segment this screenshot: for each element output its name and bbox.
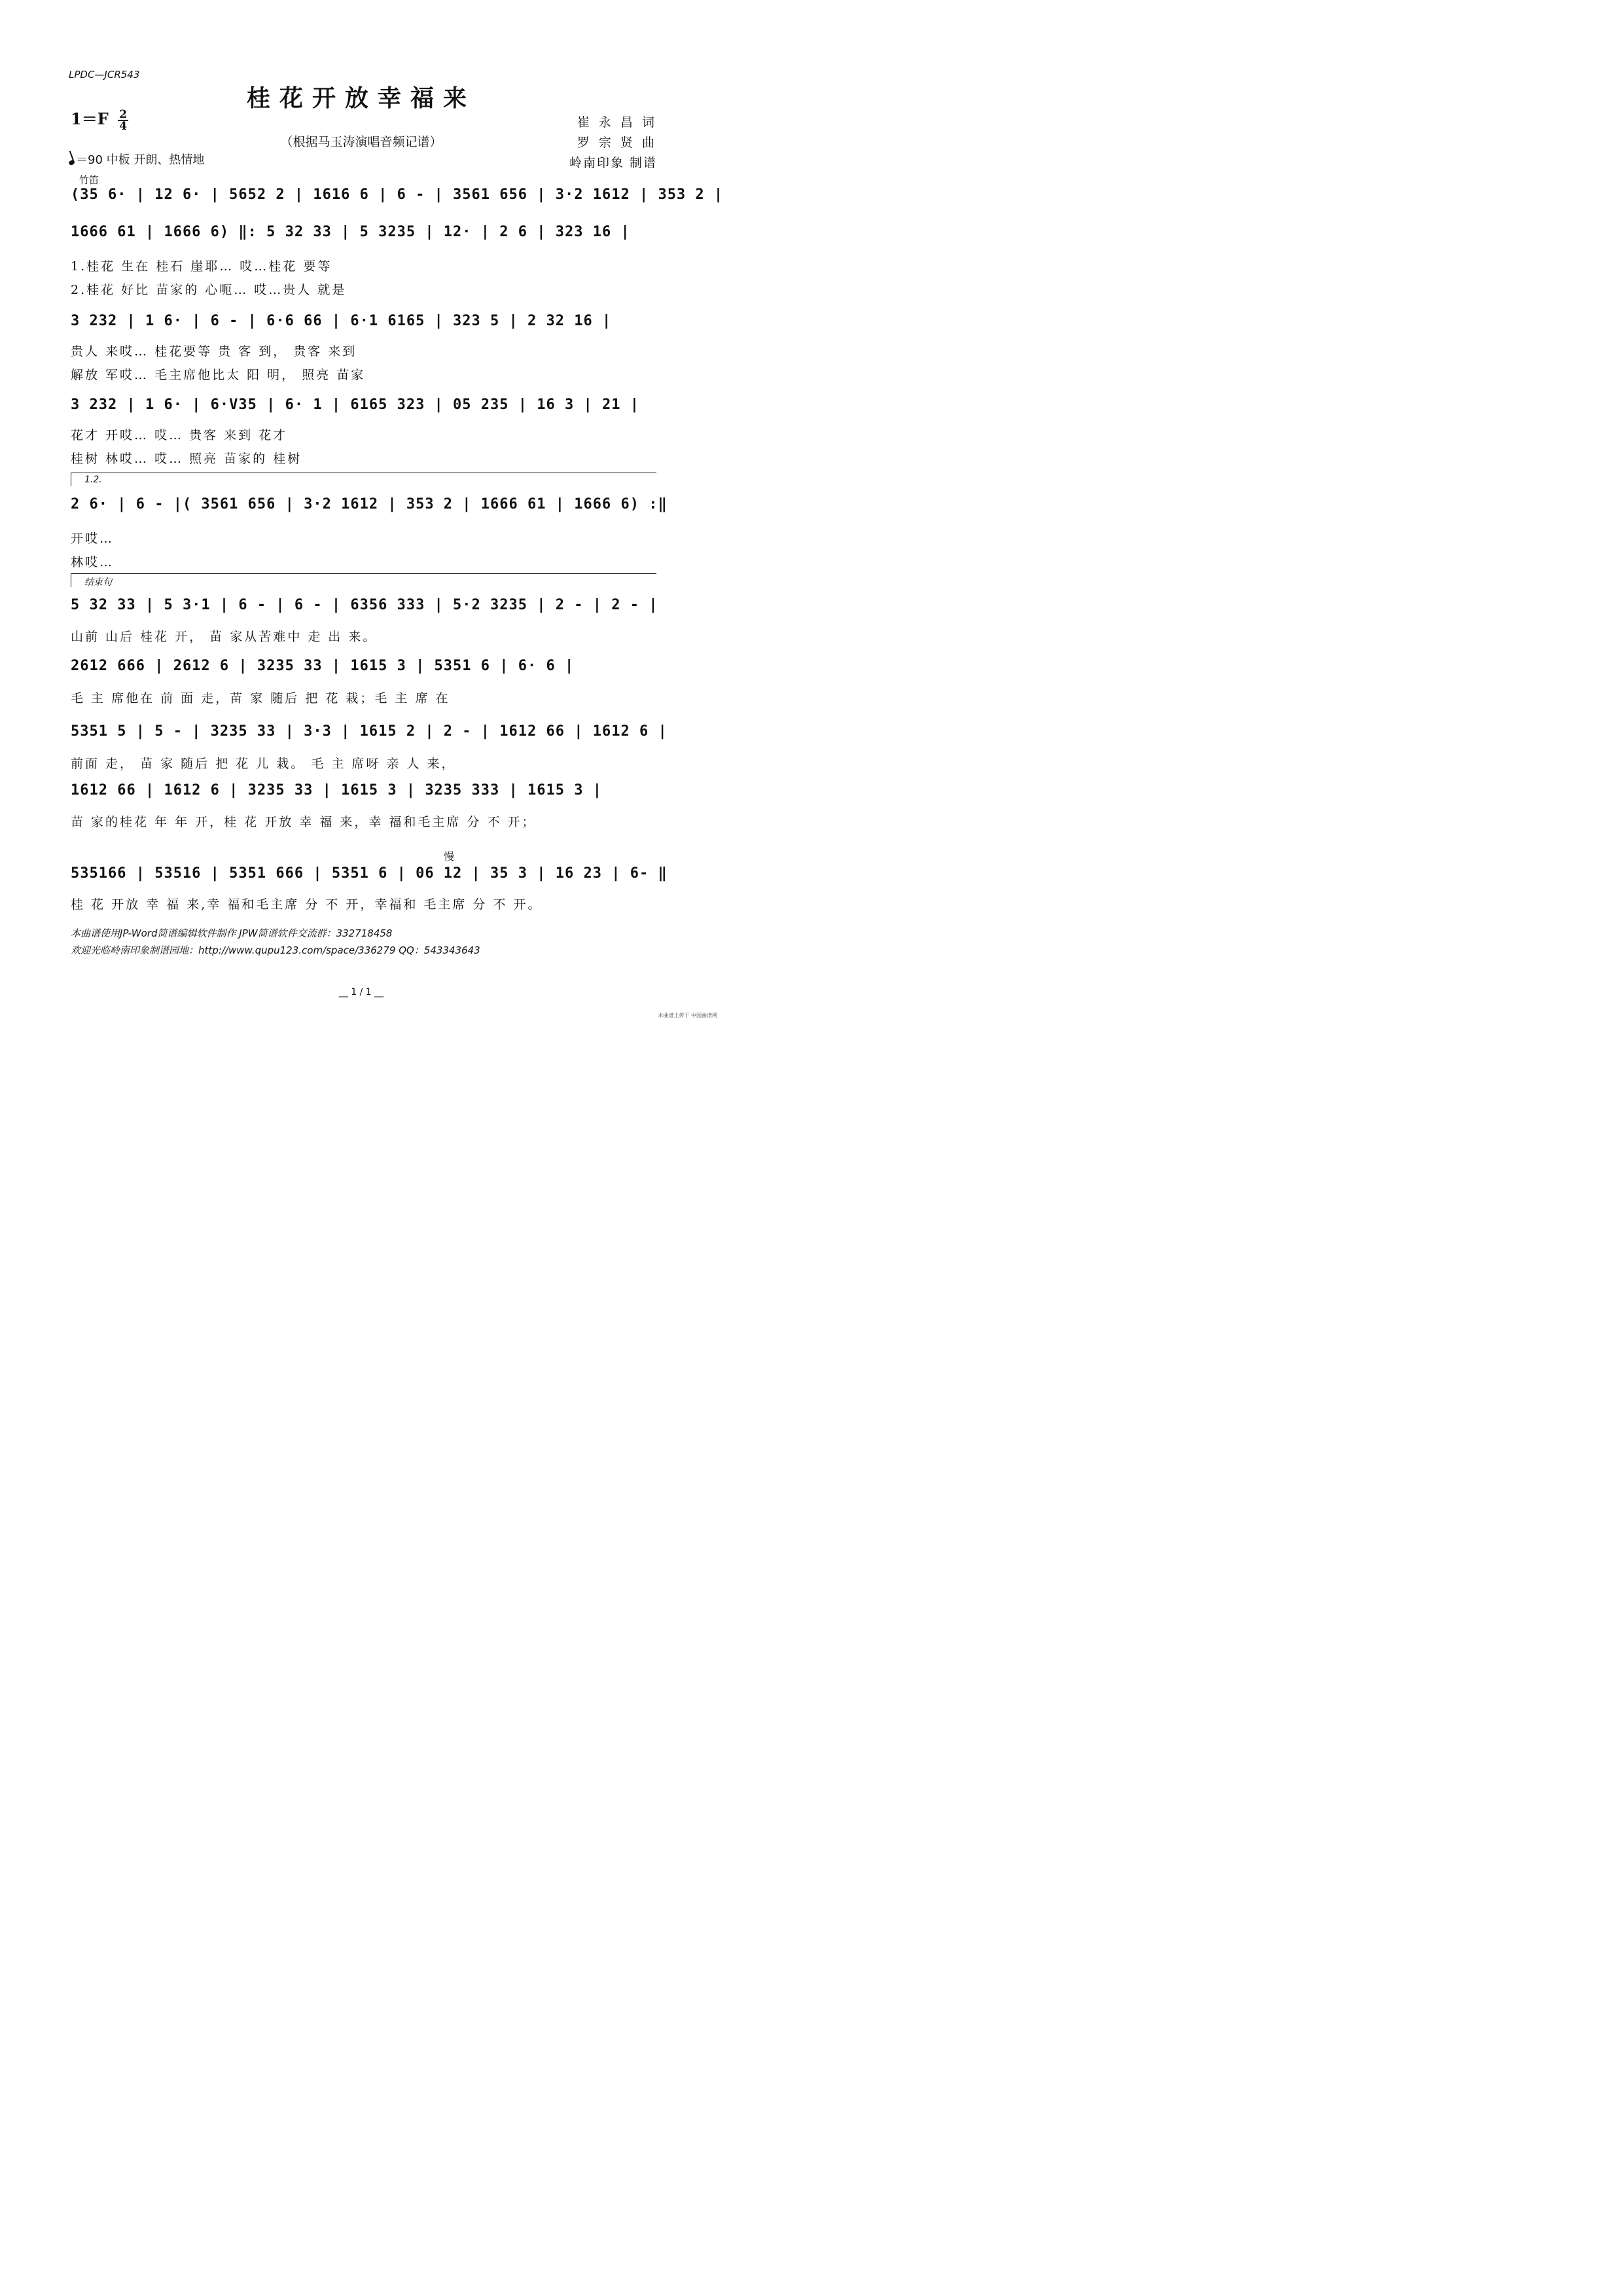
lyric-line: 毛 主 席他在 前 面 走，苗 家 随后 把 花 栽；毛 主 席 在 bbox=[71, 691, 450, 706]
notation-row: 2 6· | 6 - |( 3561 656 | 3·2 1612 | 353 2 | 1666 61 | 1666 6) :‖ bbox=[71, 496, 668, 512]
time-signature bbox=[118, 109, 128, 132]
subtitle: （根据马玉涛演唱音频记谱） bbox=[280, 135, 442, 149]
footer-line-2: 欢迎光临岭南印象制谱园地：http://www.qupu123.com/space/336279 QQ：543343643 bbox=[71, 944, 480, 956]
ending-label: 1.2. bbox=[84, 475, 102, 485]
time-sig-top: 2 bbox=[119, 107, 128, 121]
quarter-note-icon bbox=[68, 160, 75, 166]
notation-row: 2612 666 | 2612 6 | 3235 33 | 1615 3 | 5351 6 | 6· 6 | bbox=[71, 658, 575, 674]
lyric-line: 贵人 来哎… 桂花要等 贵 客 到， 贵客 来到 bbox=[71, 344, 357, 359]
lyric-line: 苗 家的桂花 年 年 开，桂 花 开放 幸 福 来，幸 福和毛主席 分 不 开； bbox=[71, 815, 537, 829]
arranger: 岭南印象 制谱 bbox=[569, 156, 657, 170]
lyric-line: 桂树 林哎… 哎… 照亮 苗家的 桂树 bbox=[71, 452, 302, 466]
lyric-line: 开哎… bbox=[71, 531, 115, 546]
notation-row: 1666 61 | 1666 6) ‖: 5 32 33 | 5 3235 | 12· | 2 6 | 323 16 | bbox=[71, 224, 630, 240]
notation-row: 5351 5 | 5 - | 3235 33 | 3·3 | 1615 2 | 2 - | 1612 66 | 1612 6 | bbox=[71, 723, 668, 740]
key-label: 1＝F bbox=[71, 109, 109, 128]
page-title: 桂花开放幸福来 bbox=[246, 84, 476, 112]
instrument-label: 竹笛 bbox=[79, 174, 99, 186]
tempo-marking bbox=[69, 151, 204, 168]
watermark: 本曲谱上传于 中国曲谱网 bbox=[658, 1013, 717, 1018]
tempo-text: ＝90 中板 开朗、热情地 bbox=[76, 153, 205, 167]
footer-line-1: 本曲谱使用JP-Word简谱编辑软件制作 JPW简谱软件交流群：332718458 bbox=[71, 927, 393, 939]
ending-bracket bbox=[71, 573, 656, 587]
lyric-line: 1.桂花 生在 桂石 崖耶… 哎…桂花 要等 bbox=[71, 259, 332, 274]
notation-row: 1612 66 | 1612 6 | 3235 33 | 1615 3 | 3235 333 | 1615 3 | bbox=[71, 782, 602, 798]
lyric-line: 山前 山后 桂花 开， 苗 家从苦难中 走 出 来。 bbox=[71, 630, 378, 644]
ending-label: 结束句 bbox=[84, 577, 112, 588]
notation-row: 535166 | 53516 | 5351 666 | 5351 6 | 06 12 | 35 3 | 16 23 | 6- ‖ bbox=[71, 865, 668, 882]
notation-row: 5 32 33 | 5 3·1 | 6 - | 6 - | 6356 333 | 5·2 3235 | 2 - | 2 - | bbox=[71, 597, 658, 613]
time-sig-bottom: 4 bbox=[119, 119, 128, 133]
lyric-line: 桂 花 开放 幸 福 来,幸 福和毛主席 分 不 开，幸福和 毛主席 分 不 开。 bbox=[71, 897, 543, 912]
notation-row: (35 6· | 12 6· | 5652 2 | 1616 6 | 6 - | 3561 656 | 3·2 1612 | 353 2 | bbox=[71, 187, 724, 203]
score-code: LPDC—JCR543 bbox=[69, 69, 140, 81]
tempo-change-slow: 慢 bbox=[444, 850, 455, 863]
ending-bracket bbox=[71, 473, 656, 486]
lyric-line: 林哎… bbox=[71, 555, 115, 569]
lyric-line: 2.桂花 好比 苗家的 心呃… 哎…贵人 就是 bbox=[71, 283, 347, 297]
lyric-line: 解放 军哎… 毛主席他比太 阳 明， 照亮 苗家 bbox=[71, 368, 366, 382]
lyric-line: 前面 走， 苗 家 随后 把 花 儿 栽。 毛 主 席呀 亲 人 来， bbox=[71, 757, 456, 771]
lyricist: 崔 永 昌 词 bbox=[577, 115, 657, 130]
composer: 罗 宗 贤 曲 bbox=[577, 135, 657, 150]
key-signature bbox=[71, 106, 128, 132]
notation-row: 3 232 | 1 6· | 6 - | 6·6 66 | 6·1 6165 | 323 5 | 2 32 16 | bbox=[71, 313, 612, 329]
lyric-line: 花才 开哎… 哎… 贵客 来到 花才 bbox=[71, 428, 288, 442]
notation-row: 3 232 | 1 6· | 6·V35 | 6· 1 | 6165 323 | 05 235 | 16 3 | 21 | bbox=[71, 397, 639, 413]
page-number: __ 1 / 1 __ bbox=[338, 987, 384, 997]
